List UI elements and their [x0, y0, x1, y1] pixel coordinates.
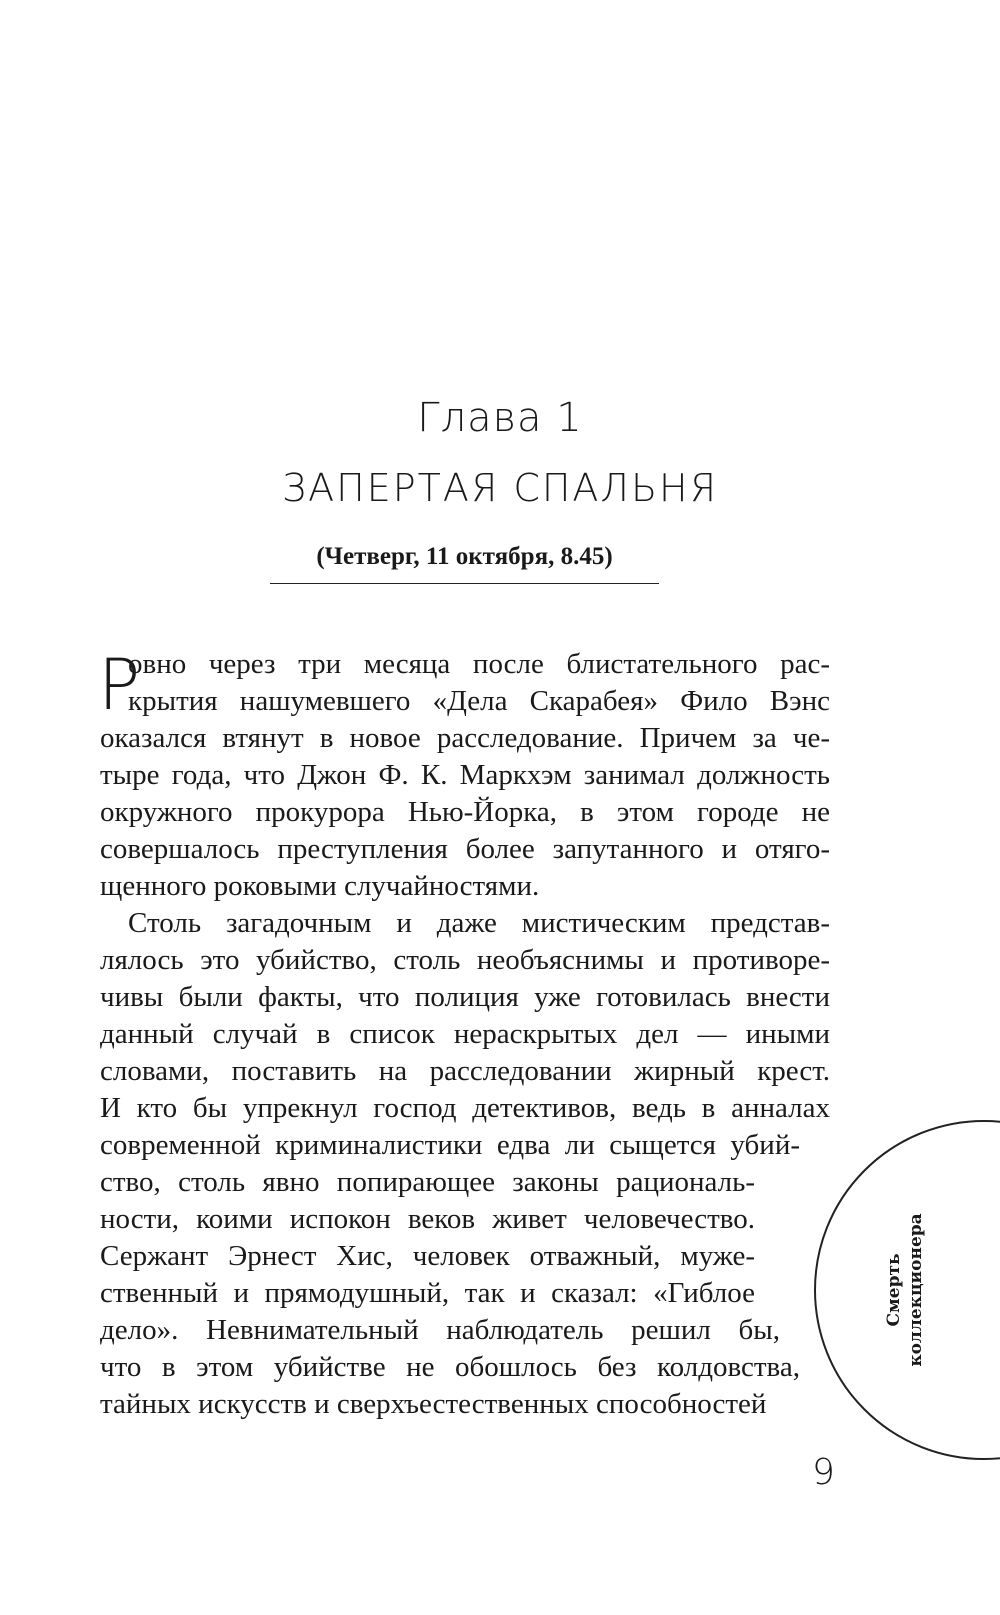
text-line: И кто бы упрекнул господ детективов, ведь в анналах — [100, 1092, 830, 1124]
text-line: чивы были факты, что полиция уже готовилась внести — [100, 981, 830, 1013]
text-line: окружного прокурора Нью-Йорка, в этом городе не — [100, 796, 830, 828]
date-underline — [270, 583, 659, 584]
text-line: Столь загадочным и даже мистическим представ- — [128, 907, 830, 939]
text-line: ство, столь явно попирающее законы рациональ- — [100, 1166, 755, 1198]
side-tab-line1: Смерть — [884, 1253, 904, 1327]
text-line: дело». Невнимательный наблюдатель решил бы, — [100, 1314, 780, 1346]
page-number: 9 — [812, 1452, 835, 1493]
chapter-date: (Четверг, 11 октября, 8.45) — [316, 543, 613, 570]
chapter-title: ЗАПЕРТАЯ СПАЛЬНЯ — [281, 466, 719, 510]
body-text — [100, 646, 830, 1423]
text-line: современной криминалистики едва ли сыщется убий- — [100, 1129, 800, 1161]
text-line: данный случай в список нераскрытых дел — иными — [100, 1018, 830, 1050]
text-line: крытия нашумевшего «Дела Скарабея» Фило Вэнс — [128, 685, 830, 717]
text-line: тайных искусств и сверхъестественных способностей — [100, 1388, 767, 1420]
text-line: оказался втянут в новое расследование. Причем за че- — [100, 722, 830, 754]
text-line: лялось это убийство, столь необъяснимы и противоре- — [100, 944, 830, 976]
side-tab-label — [883, 1213, 927, 1366]
text-line: овно через три месяца после блистательного рас- — [128, 648, 830, 680]
text-line: словами, поставить на расследовании жирный крест. — [100, 1055, 830, 1087]
text-line: ности, коими испокон веков живет человечество. — [100, 1203, 755, 1235]
text-line: что в этом убийстве не обошлось без колдовства, — [100, 1351, 800, 1383]
text-line: Сержант Эрнест Хис, человек отважный, муже- — [100, 1240, 755, 1272]
text-line: щенного роковыми случайностями. — [100, 870, 540, 902]
text-line: совершалось преступления более запутанного и отяго- — [100, 833, 830, 865]
text-line: тыре года, что Джон Ф. К. Маркхэм занимал должность — [100, 759, 830, 791]
drop-cap: Р — [98, 644, 141, 726]
chapter-number: Глава 1 — [417, 395, 583, 441]
side-tab-line2: коллекционера — [906, 1213, 926, 1367]
text-line: ственный и прямодушный, так и сказал: «Гиблое — [100, 1277, 755, 1309]
